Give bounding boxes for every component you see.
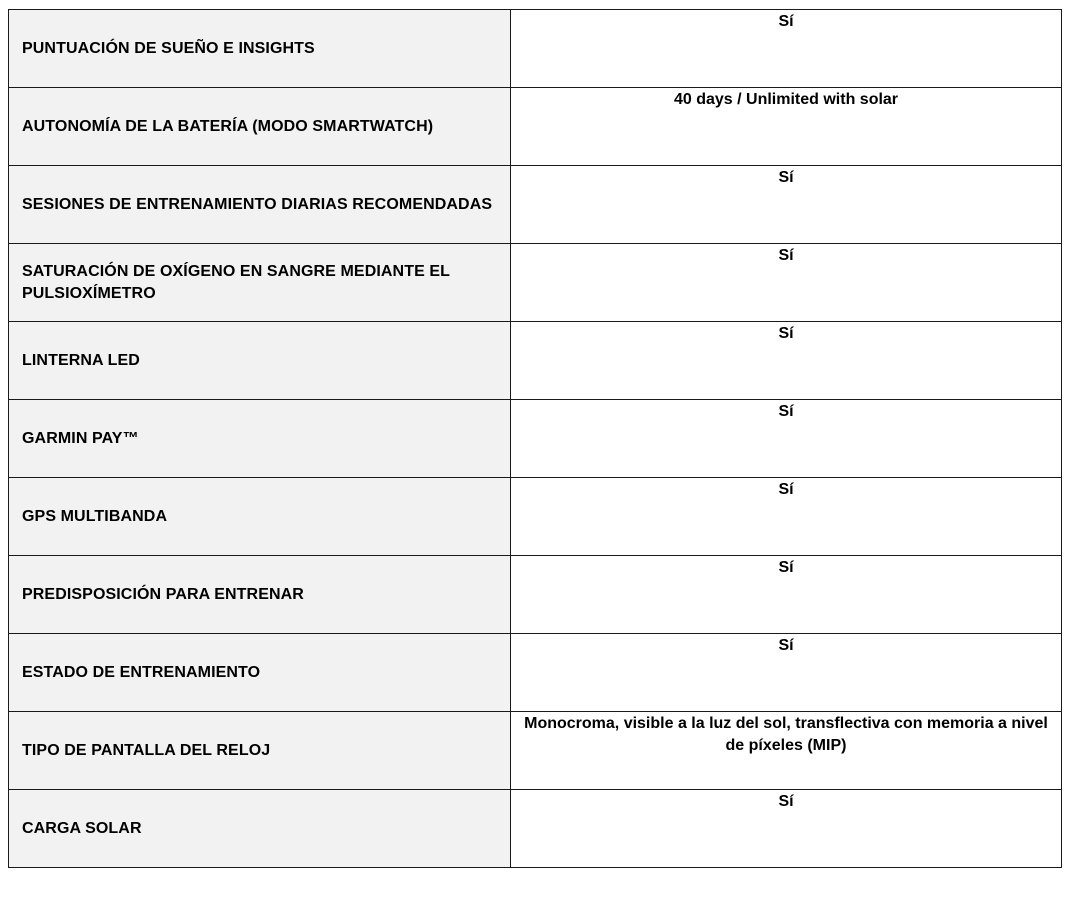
feature-label: SESIONES DE ENTRENAMIENTO DIARIAS RECOMENDADAS (9, 166, 511, 244)
table-row (9, 166, 1062, 244)
table-row (9, 10, 1062, 88)
feature-value: Sí (511, 634, 1062, 712)
feature-label: SATURACIÓN DE OXÍGENO EN SANGRE MEDIANTE EL PULSIOXÍMETRO (9, 244, 511, 322)
feature-value: Sí (511, 556, 1062, 634)
feature-label: PREDISPOSICIÓN PARA ENTRENAR (9, 556, 511, 634)
feature-label: CARGA SOLAR (9, 790, 511, 868)
table-row (9, 556, 1062, 634)
table-row (9, 400, 1062, 478)
table-row (9, 712, 1062, 790)
feature-value: Sí (511, 244, 1062, 322)
feature-value: Sí (511, 10, 1062, 88)
table-row (9, 790, 1062, 868)
feature-label: TIPO DE PANTALLA DEL RELOJ (9, 712, 511, 790)
feature-label: PUNTUACIÓN DE SUEÑO E INSIGHTS (9, 10, 511, 88)
feature-value: Monocroma, visible a la luz del sol, transflectiva con memoria a nivel de píxeles (MIP) (511, 712, 1062, 790)
feature-spec-table (8, 9, 1062, 868)
feature-value: 40 days / Unlimited with solar (511, 88, 1062, 166)
table-row (9, 322, 1062, 400)
feature-label: GPS MULTIBANDA (9, 478, 511, 556)
table-row (9, 634, 1062, 712)
feature-value: Sí (511, 790, 1062, 868)
feature-value: Sí (511, 478, 1062, 556)
feature-label: LINTERNA LED (9, 322, 511, 400)
feature-value: Sí (511, 322, 1062, 400)
feature-label: ESTADO DE ENTRENAMIENTO (9, 634, 511, 712)
feature-label: AUTONOMÍA DE LA BATERÍA (MODO SMARTWATCH) (9, 88, 511, 166)
table-row (9, 244, 1062, 322)
table-row (9, 88, 1062, 166)
feature-value: Sí (511, 400, 1062, 478)
table-row (9, 478, 1062, 556)
feature-label: GARMIN PAY™ (9, 400, 511, 478)
feature-value: Sí (511, 166, 1062, 244)
